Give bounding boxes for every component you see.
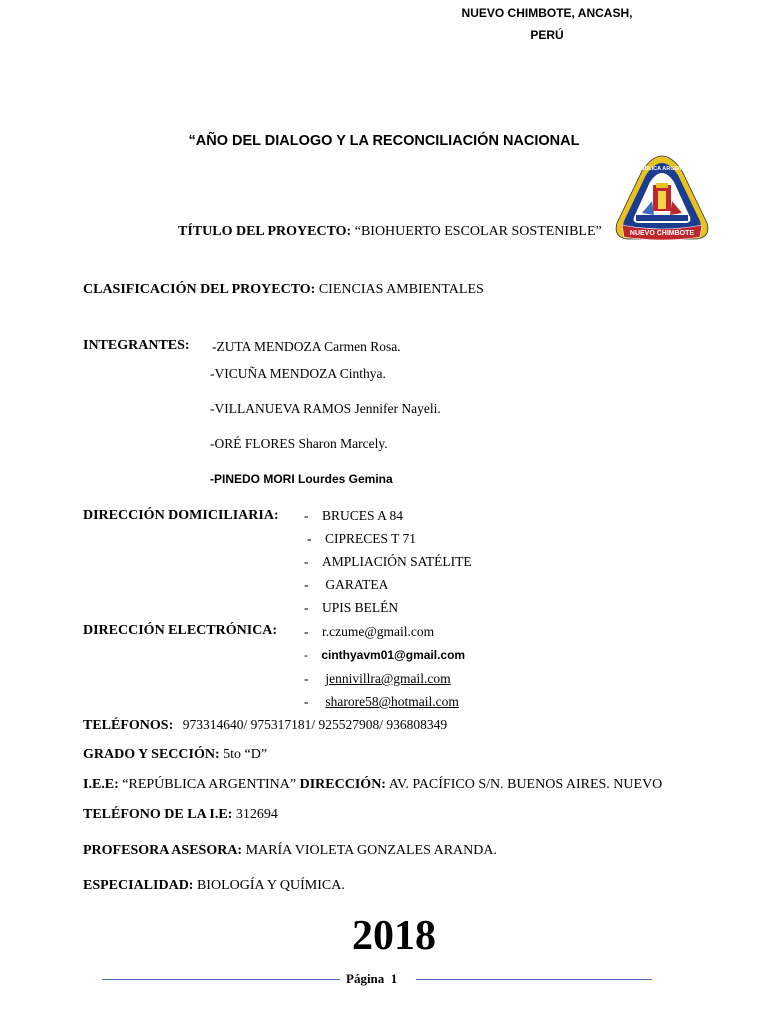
school-logo	[612, 153, 712, 243]
advisor-value: MARÍA VIOLETA GONZALES ARANDA.	[245, 843, 497, 858]
address-item: - CIPRECES T 71	[307, 531, 417, 546]
footer-rule-left	[102, 979, 340, 980]
classification-label: CLASIFICACIÓN DEL PROYECTO:	[83, 282, 316, 297]
project-title-row	[178, 224, 602, 240]
header-location-line1: NUEVO CHIMBOTE, ANCASH,	[461, 6, 633, 20]
email-text[interactable]: cinthyavm01@gmail.com	[321, 648, 466, 662]
grade-label: GRADO Y SECCIÓN:	[83, 747, 220, 762]
header-location-line2: PERÚ	[530, 28, 564, 42]
member-item: -ORÉ FLORES Sharon Marcely.	[210, 436, 388, 451]
member-item: -VICUÑA MENDOZA Cinthya.	[210, 366, 386, 381]
email-text[interactable]: r.czume@gmail.com	[322, 624, 435, 639]
school-row	[83, 777, 662, 793]
specialty-label: ESPECIALIDAD:	[83, 878, 194, 893]
grade-row	[83, 747, 267, 763]
address-item: - UPIS BELÉN	[304, 600, 399, 615]
advisor-label: PROFESORA ASESORA:	[83, 843, 243, 858]
phones-row	[83, 717, 447, 734]
footer-rule-right	[416, 979, 652, 980]
school-address-label: DIRECCIÓN:	[299, 777, 386, 792]
school-phone-row	[83, 807, 278, 823]
member-item: -ZUTA MENDOZA Carmen Rosa.	[212, 339, 401, 354]
logo-text-top: REPÚBLICA ARGENTINA	[629, 166, 695, 172]
address-text: CIPRECES T 71	[325, 531, 417, 546]
address-item: - GARATEA	[304, 577, 389, 592]
address-item: - BRUCES A 84	[304, 508, 404, 523]
classification-value: CIENCIAS AMBIENTALES	[318, 282, 484, 297]
specialty-value: BIOLOGÍA Y QUÍMICA.	[196, 878, 345, 893]
page-number-value: 1	[390, 971, 398, 986]
logo-text-bottom: NUEVO CHIMBOTE	[629, 230, 695, 237]
email-item: - jennivillra@gmail.com	[304, 671, 451, 686]
email-link[interactable]: sharore58@hotmail.com	[325, 694, 459, 709]
phones-value: 973314640/ 975317181/ 925527908/ 936808349	[182, 717, 448, 732]
emails-label: DIRECCIÓN ELECTRÓNICA:	[83, 623, 278, 638]
specialty-row	[83, 878, 345, 894]
project-title-value: “BIOHUERTO ESCOLAR SOSTENIBLE”	[354, 224, 602, 239]
address-text: GARATEA	[325, 577, 389, 592]
email-link[interactable]: jennivillra@gmail.com	[325, 671, 451, 686]
year-motto: “AÑO DEL DIALOGO Y LA RECONCILIACIÓN NACIONAL	[188, 133, 580, 149]
project-title-label: TÍTULO DEL PROYECTO:	[178, 224, 352, 239]
address-text: AMPLIACIÓN SATÉLITE	[322, 554, 472, 569]
school-phone-value: 312694	[235, 807, 278, 822]
advisor-row	[83, 843, 497, 859]
address-text: BRUCES A 84	[322, 508, 404, 523]
member-item: -PINEDO MORI Lourdes Gemina	[210, 472, 393, 486]
school-logo-icon	[612, 153, 712, 243]
school-address: AV. PACÍFICO S/N. BUENOS AIRES. NUEVO	[388, 777, 663, 792]
email-item: - cinthyavm01@gmail.com	[304, 648, 466, 662]
page-label: Página	[346, 971, 385, 986]
school-phone-label: TELÉFONO DE LA I.E:	[83, 807, 233, 822]
address-text: UPIS BELÉN	[322, 600, 399, 615]
phones-label: TELÉFONOS:	[83, 718, 174, 733]
email-item: - r.czume@gmail.com	[304, 624, 435, 639]
addresses-label: DIRECCIÓN DOMICILIARIA:	[83, 508, 279, 523]
page-number	[346, 971, 397, 987]
school-name: “REPÚBLICA ARGENTINA”	[122, 777, 297, 792]
email-item: - sharore58@hotmail.com	[304, 694, 459, 709]
address-item: - AMPLIACIÓN SATÉLITE	[304, 554, 472, 569]
member-item: -VILLANUEVA RAMOS Jennifer Nayeli.	[210, 401, 441, 416]
school-label: I.E.E:	[83, 777, 119, 792]
members-label: INTEGRANTES:	[83, 338, 190, 353]
grade-value: 5to “D”	[223, 747, 268, 762]
document-year: 2018	[352, 913, 436, 959]
classification-row	[83, 282, 484, 298]
header-location	[452, 2, 642, 46]
